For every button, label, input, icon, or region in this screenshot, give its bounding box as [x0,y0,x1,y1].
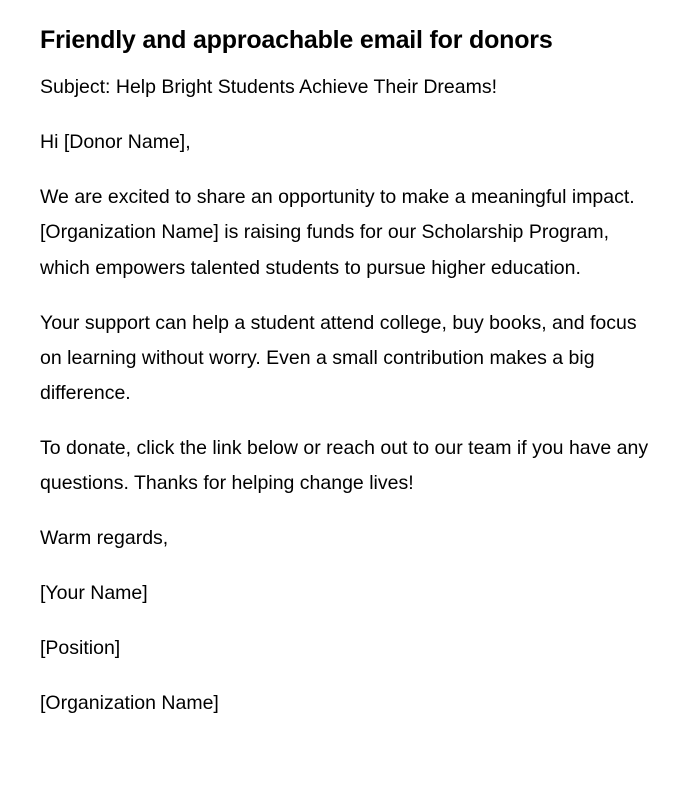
body-paragraph-intro: We are excited to share an opportunity to make a meaningful impact. [Organization Name] is raising funds for our Scholarship Program, which empowers talented students to pursue higher education. [40,185,635,279]
email-greeting: Hi [Donor Name], [40,130,191,153]
email-closing: Warm regards, [40,527,169,550]
body-paragraph-donate: To donate, click the link below or reach out to our team if you have any questions. Thanks for helping change lives! [40,437,649,495]
email-subject: Subject: Help Bright Students Achieve Their Dreams! [40,76,498,98]
signature-organization: [Organization Name] [40,692,219,715]
body-paragraph-support: Your support can help a student attend college, buy books, and focus on learning without worry. Even a small contribution makes a big difference. [40,311,637,405]
email-template [40,22,650,741]
signature-position: [Position] [40,637,121,660]
signature-name: [Your Name] [40,582,148,605]
page-title: Friendly and approachable email for donors [40,26,553,54]
